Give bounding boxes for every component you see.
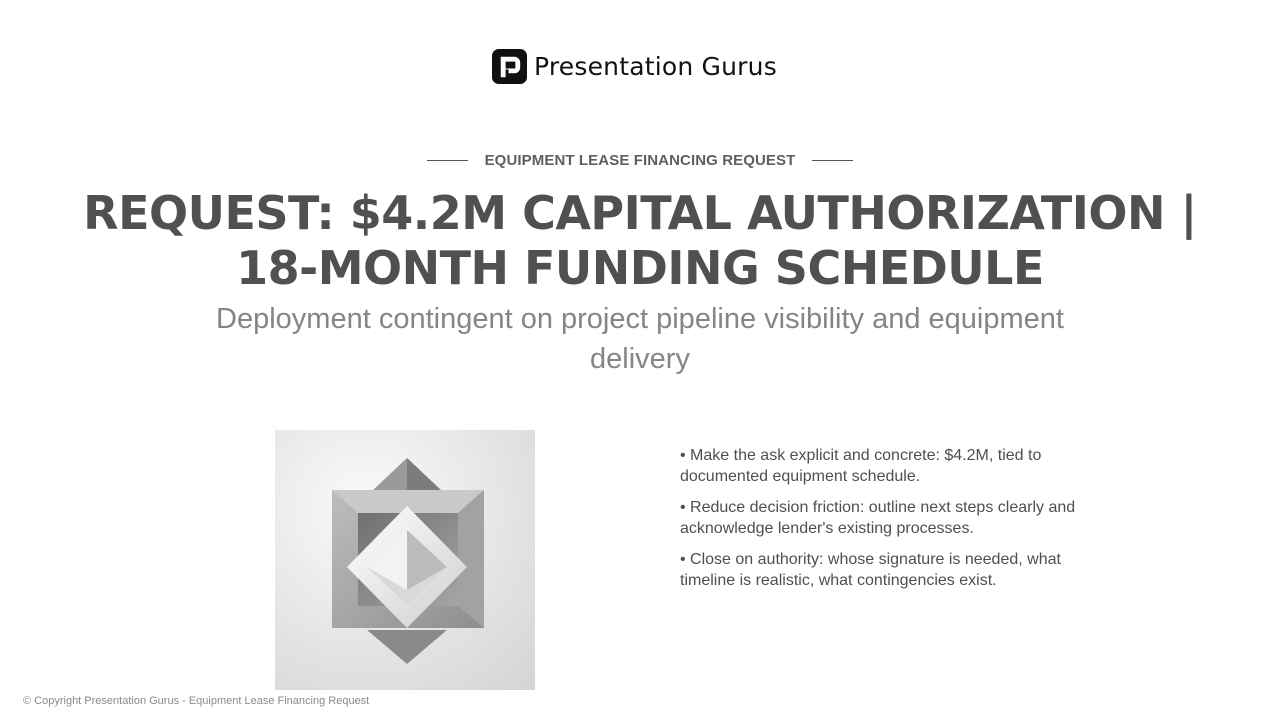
slide-title <box>60 186 1220 296</box>
eyebrow-rule-right <box>812 160 853 161</box>
eyebrow-row <box>0 152 1280 169</box>
slide-title-line-1: REQUEST: $4.2M CAPITAL AUTHORIZATION | <box>83 186 1197 240</box>
slide-title-line-2: 18-MONTH FUNDING SCHEDULE <box>236 241 1044 295</box>
key-points-list <box>680 445 1080 601</box>
eyebrow-rule-left <box>427 160 468 161</box>
eyebrow-label: EQUIPMENT LEASE FINANCING REQUEST <box>484 152 796 169</box>
brand-logo <box>492 47 777 85</box>
pg-logo-icon <box>492 49 527 84</box>
brand-name: Presentation Gurus <box>534 51 777 81</box>
key-point-3: • Close on authority: whose signature is needed, what timeline is realistic, what contingencies exist. <box>680 551 1061 589</box>
key-point-2: • Reduce decision friction: outline next steps clearly and acknowledge lender's existing processes. <box>680 499 1076 537</box>
key-point-1: • Make the ask explicit and concrete: $4.2M, tied to documented equipment schedule. <box>680 447 1042 485</box>
copyright-footer: © Copyright Presentation Gurus - Equipment Lease Financing Request <box>23 695 370 707</box>
abstract-geometric-diamond-image <box>275 430 535 690</box>
slide-subtitle: Deployment contingent on project pipeline visibility and equipment delivery <box>216 303 1064 375</box>
